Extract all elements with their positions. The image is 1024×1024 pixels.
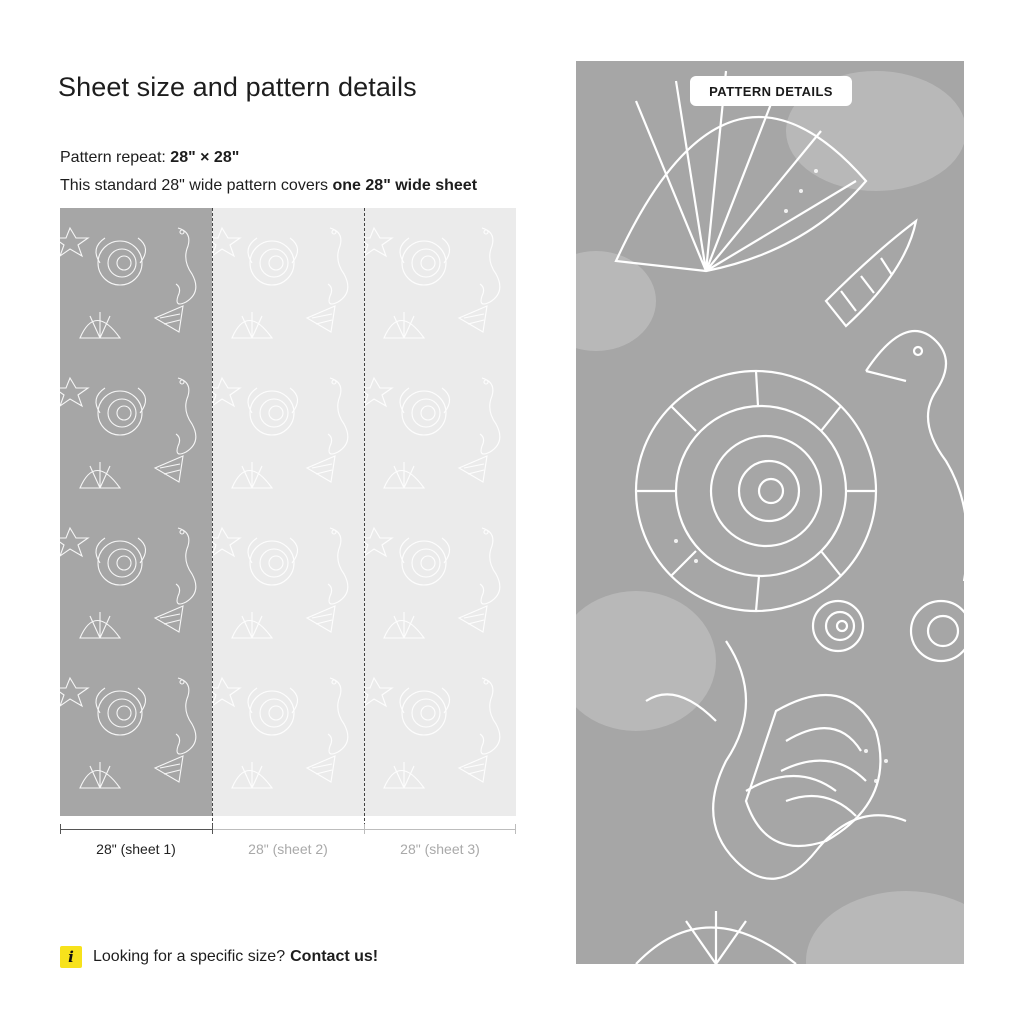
contact-note-text: Looking for a specific size?	[93, 948, 286, 965]
sheet-2-label: 28" (sheet 2)	[248, 841, 328, 857]
sheet-divider	[212, 208, 213, 826]
sheet-2-dimension-line	[212, 829, 364, 830]
dimension-tick	[212, 824, 213, 834]
contact-link[interactable]: Contact us!	[290, 948, 379, 965]
sheet-preview	[60, 208, 516, 816]
dimension-tick	[60, 824, 61, 834]
pattern-coverage-label: This standard 28" wide pattern covers	[60, 177, 329, 194]
pattern-repeat-line	[60, 149, 239, 167]
sheet-1-dimension-line	[60, 829, 212, 830]
pattern-details-badge: PATTERN DETAILS	[690, 76, 852, 106]
pattern-detail-image	[576, 61, 964, 964]
info-icon: i	[60, 946, 82, 968]
page-title: Sheet size and pattern details	[58, 72, 417, 103]
pattern-coverage-value: one 28" wide sheet	[332, 177, 478, 194]
sheet-1-preview	[60, 208, 212, 816]
sheet-3-label: 28" (sheet 3)	[400, 841, 480, 857]
pattern-repeat-label: Pattern repeat:	[60, 149, 166, 166]
pattern-repeat-value: 28" × 28"	[170, 149, 240, 166]
contact-note	[60, 946, 378, 968]
dimension-tick	[364, 824, 365, 834]
dimension-tick	[515, 824, 516, 834]
sheet-2-preview	[212, 208, 364, 816]
sheet-1-label: 28" (sheet 1)	[96, 841, 176, 857]
sheet-3-preview	[364, 208, 516, 816]
sheet-3-dimension-line	[364, 829, 516, 830]
pattern-coverage-line	[60, 177, 477, 195]
sheet-divider	[364, 208, 365, 826]
